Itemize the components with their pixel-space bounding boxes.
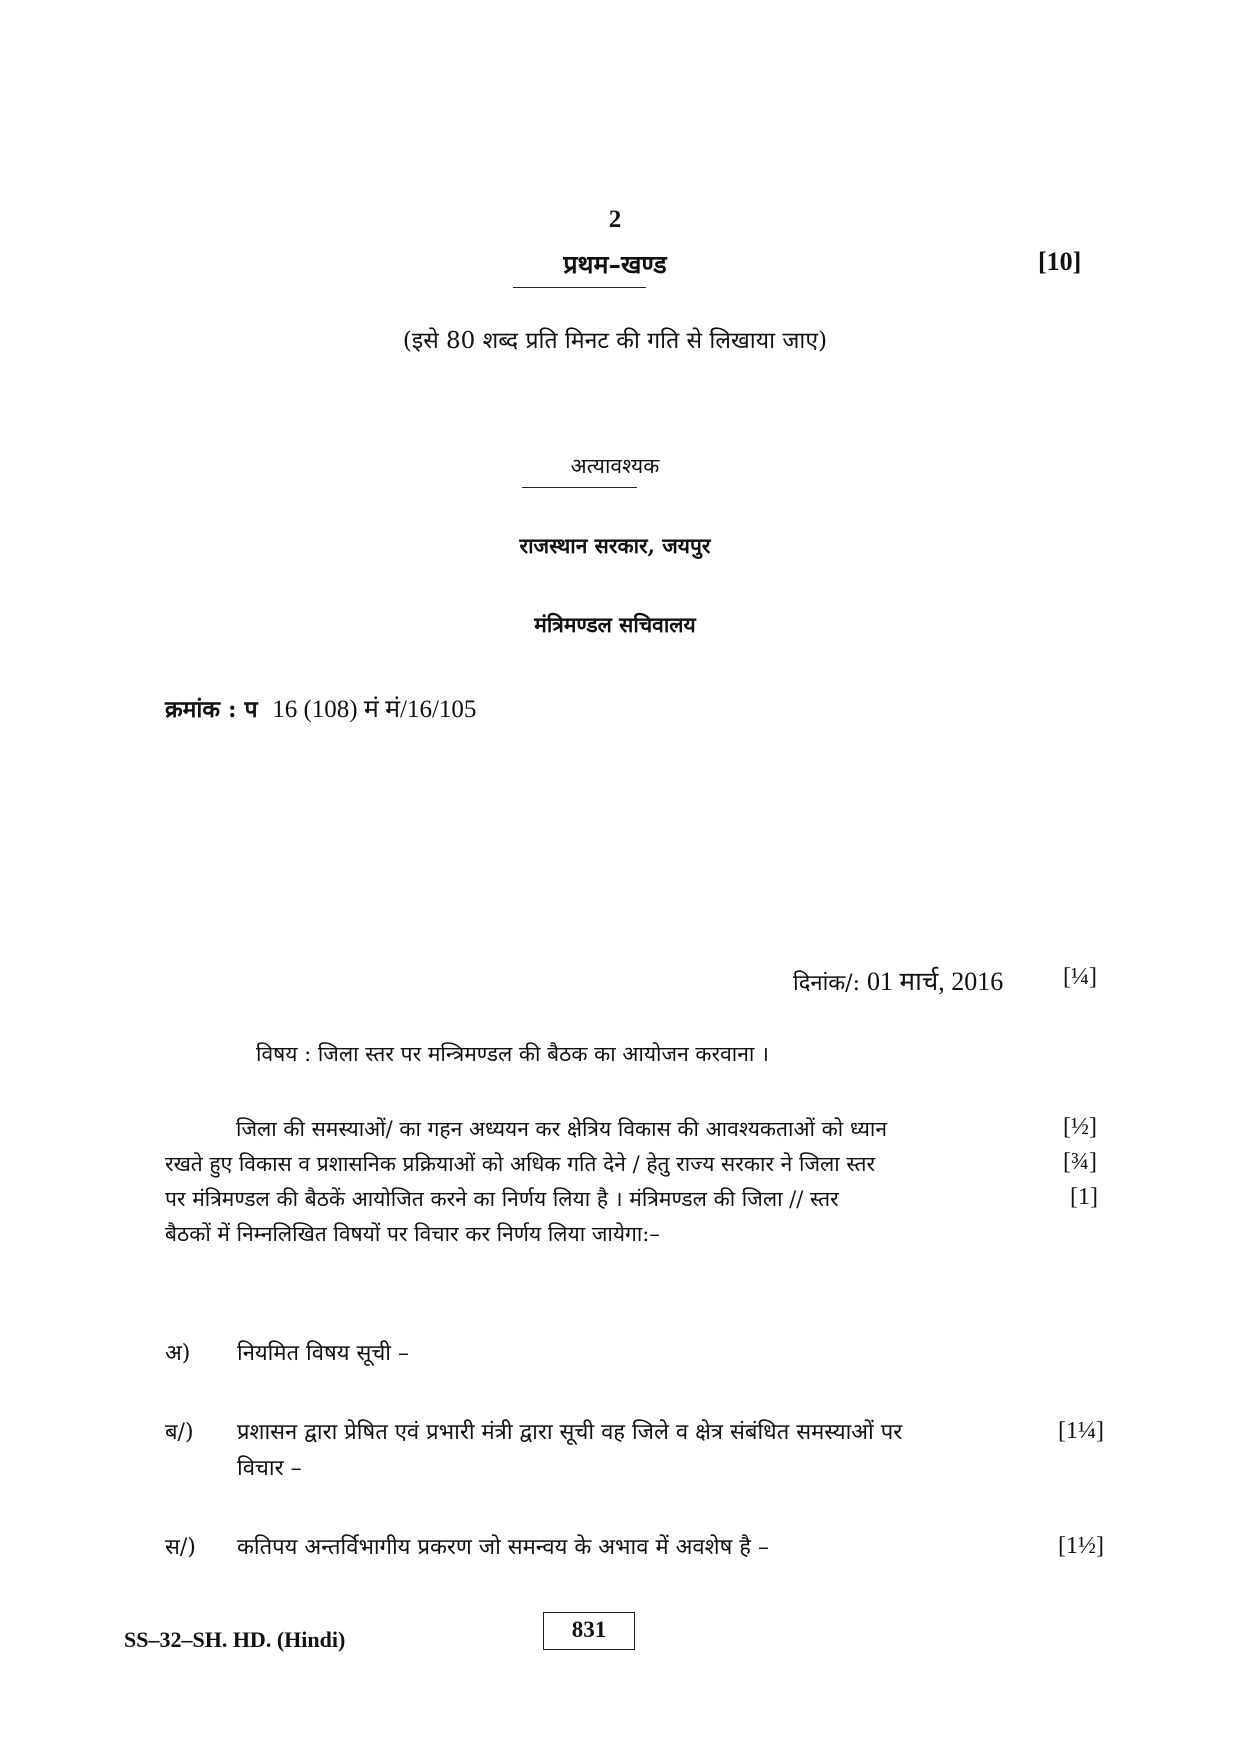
list-item-label: ब/) [165, 1420, 194, 1445]
urgency-underline [522, 487, 637, 488]
date-value: 01 मार्च, 2016 [867, 967, 1004, 996]
list-item-label: अ) [165, 1341, 191, 1366]
paragraph-line: बैठकों में निम्नलिखित विषयों पर विचार कर निर्णय लिया जायेगा:– [165, 1222, 660, 1246]
section-title-underline [513, 287, 646, 288]
paper-code: SS–32–SH. HD. (Hindi) [124, 1627, 346, 1652]
list-item-text: प्रशासन द्वारा प्रेषित एवं प्रभारी मंत्री द्वारा सूची वह जिले व क्षेत्र संबंधित समस्याओं पर [237, 1420, 903, 1445]
list-item-mark: [1¼] [1058, 1418, 1104, 1444]
date-mark: [¼] [1063, 964, 1097, 990]
page-number: 2 [608, 206, 622, 233]
subject-line: विषय : जिला स्तर पर मन्त्रिमण्डल की बैठक का आयोजन करवाना । [256, 1042, 769, 1066]
total-marks: [10] [1038, 247, 1082, 276]
paragraph-line: पर मंत्रिमण्डल की बैठकें आयोजित करने का निर्णय लिया है । मंत्रिमण्डल की जिला // स्तर [165, 1187, 839, 1211]
list-item-text: कतिपय अन्तर्विभागीय प्रकरण जो समन्वय के अभाव में अवशेष है – [237, 1535, 769, 1560]
reference-label: क्रमांक : प [165, 696, 258, 723]
department-heading: मंत्रिमण्डल सचिवालय [534, 612, 696, 637]
government-heading: राजस्थान सरकार, जयपुर [519, 533, 711, 558]
paragraph-mark: [½] [1063, 1114, 1097, 1140]
dictation-instruction: (इसे 80 शब्द प्रति मिनट की गति से लिखाया जाए) [402, 328, 828, 354]
paragraph-mark: [¾] [1063, 1149, 1097, 1175]
paragraph-line: जिला की समस्याओं/ का गहन अध्ययन कर क्षेत्रिय विकास की आवश्यकताओं को ध्यान [236, 1117, 888, 1141]
list-item-label: स/) [165, 1535, 196, 1560]
date-label: दिनांक/: [793, 971, 861, 996]
reference-line [165, 691, 476, 725]
reference-number: 16 (108) मं मं/16/105 [272, 696, 477, 723]
page-code-box: 831 [543, 1612, 635, 1650]
list-item-mark: [1½] [1058, 1533, 1104, 1559]
date-line [793, 962, 1003, 998]
list-item-text: विचार – [237, 1456, 302, 1481]
urgency-heading: अत्यावश्यक [570, 454, 660, 478]
section-title: प्रथम–खण्ड [563, 250, 667, 279]
list-item-text: नियमित विषय सूची – [237, 1341, 409, 1366]
paragraph-line: रखते हुए विकास व प्रशासनिक प्रक्रियाओं को अधिक गति देने / हेतु राज्य सरकार ने जिला स्तर [165, 1152, 876, 1176]
paragraph-mark: [1] [1070, 1184, 1098, 1210]
